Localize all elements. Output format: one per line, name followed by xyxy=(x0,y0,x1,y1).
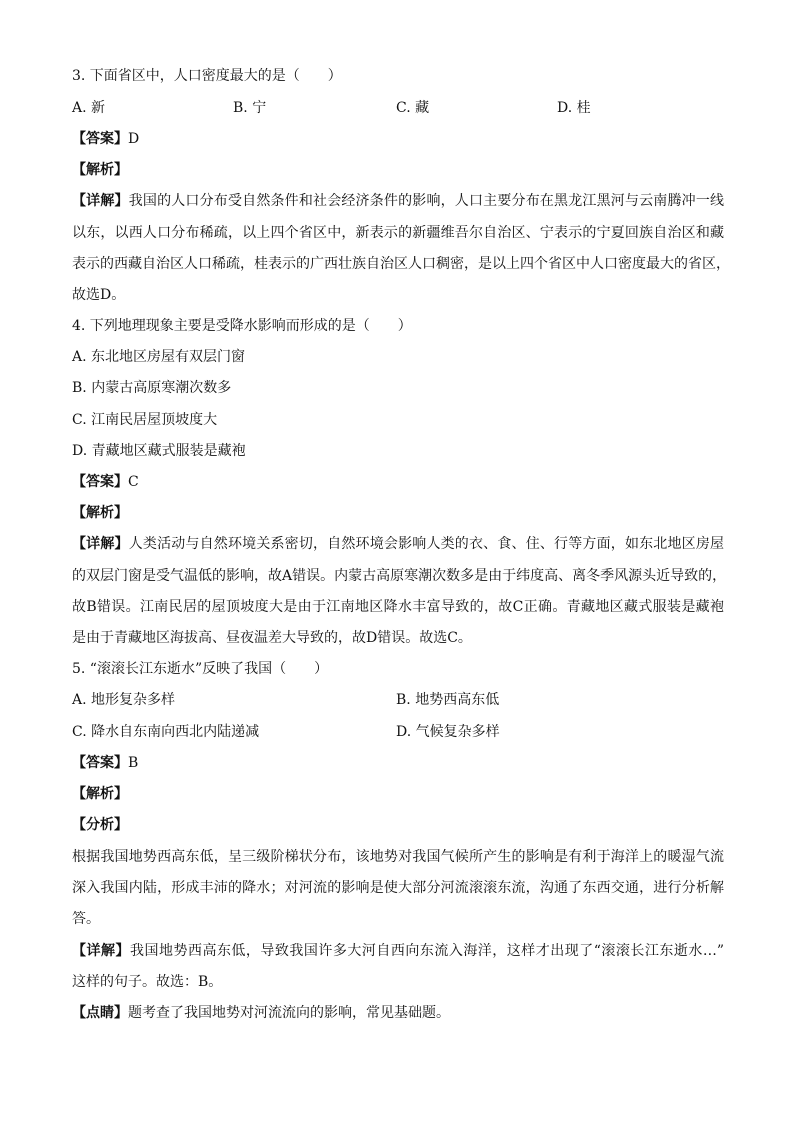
q5-option-a: A. 地形复杂多样 xyxy=(72,692,176,708)
answer-value: B xyxy=(128,755,139,771)
q4-detail-line: 是由于青藏地区海拔高、昼夜温差大导致的，故D错误。故选C。 xyxy=(72,630,472,646)
answer-value: C xyxy=(128,474,139,490)
q4-answer xyxy=(72,472,724,492)
answer-value: D xyxy=(128,131,140,147)
q3-detail-line: 表示的西藏自治区人口稀疏，桂表示的广西壮族自治区人口稠密，是以上四个省区中人口密度最大的省区， xyxy=(72,256,730,272)
q5-option-d: D. 气候复杂多样 xyxy=(396,724,500,740)
q5-analysis-heading: 【解析】 xyxy=(72,786,128,802)
q5-fenxi-line: 根据我国地势西高东低，呈三级阶梯状分布，该地势对我国气候所产生的影响是有利于海洋上的暖湿气流 xyxy=(72,849,724,865)
q5-fenxi-line: 深入我国内陆，形成丰沛的降水；对河流的影响是使大部分河流滚滚东流，沟通了东西交通，进行分析解 xyxy=(72,880,724,896)
q3-option-a: A. 新 xyxy=(72,100,106,116)
q5-fenxi-line: 答。 xyxy=(72,911,100,927)
q4-option-b: B. 内蒙古高原寒潮次数多 xyxy=(72,380,232,396)
detail-tag: 【详解】 xyxy=(72,536,129,552)
q3-analysis-heading: 【解析】 xyxy=(72,162,128,178)
q3-detail-line: 以东，以西人口分布稀疏，以上四个省区中，新表示的新疆维吾尔自治区、宁表示的宁夏回族自治区和藏 xyxy=(72,225,724,241)
q3-answer xyxy=(72,129,724,149)
q4-detail-line: 故B错误。江南民居的屋顶坡度大是由于江南地区降水丰富导致的，故C正确。青藏地区藏式服装是藏袍 xyxy=(72,599,724,615)
q5-option-c: C. 降水自东南向西北内陆递减 xyxy=(72,724,260,740)
answer-tag: 【答案】 xyxy=(72,474,128,490)
detail-tag: 【详解】 xyxy=(72,943,130,959)
q3-option-b: B. 宁 xyxy=(233,100,267,116)
q5-option-b: B. 地势西高东低 xyxy=(396,692,500,708)
q3-detail-line: 故选D。 xyxy=(72,287,126,303)
q4-option-d: D. 青藏地区藏式服装是藏袍 xyxy=(72,443,246,459)
q5-detail-line: 【详解】我国地势西高东低，导致我国许多大河自西向东流入海洋，这样才出现了“滚滚长江东逝水…” xyxy=(72,943,725,959)
q5-fenxi-heading: 【分析】 xyxy=(72,817,128,833)
answer-tag: 【答案】 xyxy=(72,131,128,147)
q5-dianjing-line: 【点睛】题考查了我国地势对河流流向的影响，常见基础题。 xyxy=(72,1005,450,1021)
answer-tag: 【答案】 xyxy=(72,755,128,771)
dianjing-tag: 【点睛】 xyxy=(72,1005,128,1021)
q4-stem: 4. 下列地理现象主要是受降水影响而形成的是（ ） xyxy=(72,318,412,334)
q4-detail-line: 的双层门窗是受气温低的影响，故A错误。内蒙古高原寒潮次数多是由于纬度高、离冬季风源头近导致的， xyxy=(72,568,727,584)
q3-option-c: C. 藏 xyxy=(396,100,430,116)
q4-analysis-heading: 【解析】 xyxy=(72,505,128,521)
q4-option-a: A. 东北地区房屋有双层门窗 xyxy=(72,349,246,365)
q5-stem: 5. “滚滚长江东逝水”反映了我国（ ） xyxy=(72,661,329,677)
q3-option-d: D. 桂 xyxy=(557,100,591,116)
q5-answer xyxy=(72,753,724,773)
q3-stem: 3. 下面省区中，人口密度最大的是（ ） xyxy=(72,68,342,84)
q4-detail-line: 【详解】人类活动与自然环境关系密切，自然环境会影响人类的衣、食、住、行等方面，如东北地区房屋 xyxy=(72,536,725,552)
q5-detail-line: 这样的句子。故选：B。 xyxy=(72,974,223,990)
q3-detail-line: 【详解】我国的人口分布受自然条件和社会经济条件的影响，人口主要分布在黑龙江黑河与云南腾冲一线 xyxy=(72,193,725,209)
detail-tag: 【详解】 xyxy=(72,193,129,209)
q4-option-c: C. 江南民居屋顶坡度大 xyxy=(72,412,218,428)
